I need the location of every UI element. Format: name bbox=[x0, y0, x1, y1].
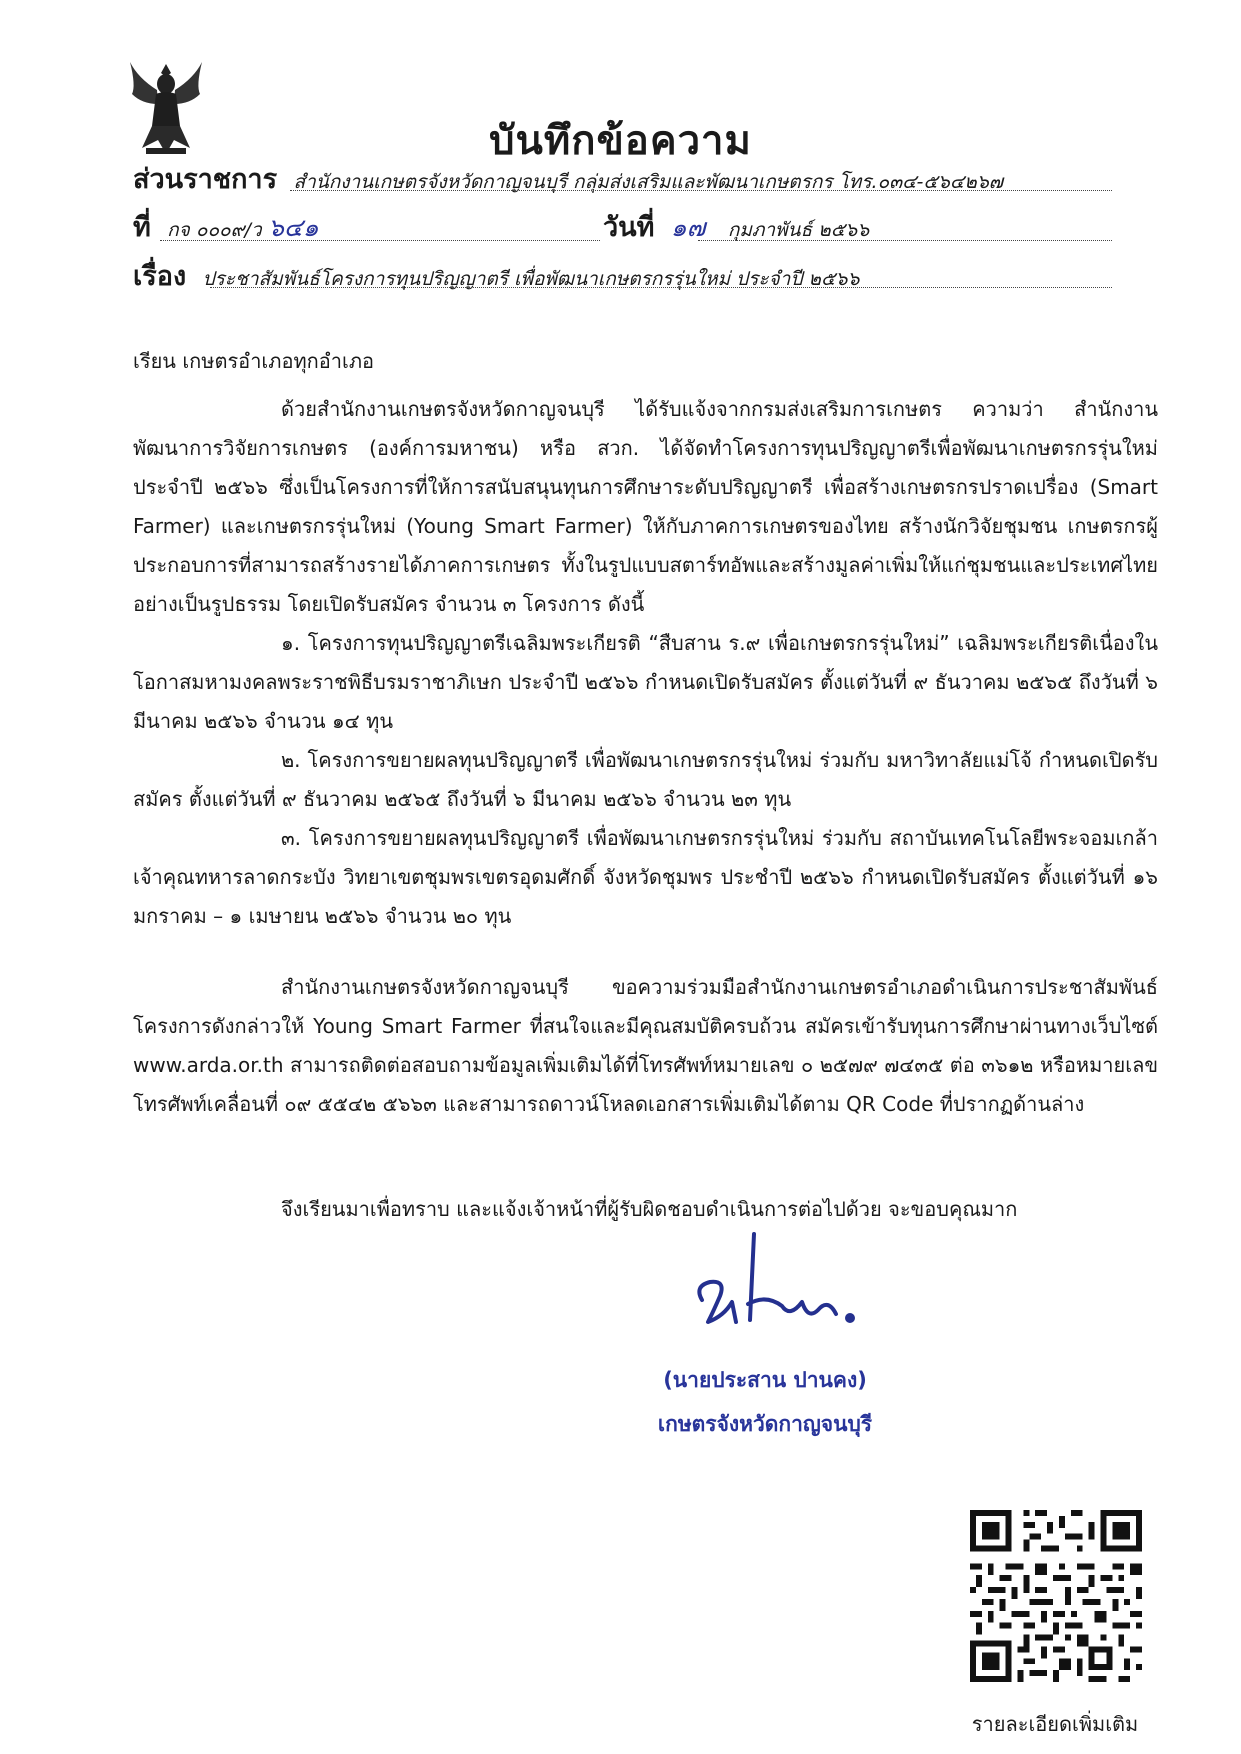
body-cooperation bbox=[133, 968, 1158, 1124]
addressee: เรียน เกษตรอำเภอทุกอำเภอ bbox=[133, 349, 375, 373]
number-row bbox=[133, 205, 319, 248]
agency-row bbox=[133, 157, 1003, 200]
subject-label: เรื่อง bbox=[133, 261, 187, 292]
project-item-3: ๓. โครงการขยายผลทุนปริญญาตรี เพื่อพัฒนาเกษตรกรรุ่นใหม่ ร่วมกับ สถาบันเทคโนโลยีพระจอมเกล้าเจ้าคุณทหารลาดกระบัง วิทยาเขตชุมพรเขตรอุดมศักดิ์ จังหวัดชุมพร ประชำปี ๒๕๖๖ กำหนดเปิดรับสมัคร ตั้งแต่วันที่ ๑๖ มกราคม – ๑ เมษายน ๒๕๖๖ จำนวน ๒๐ ทุน bbox=[133, 826, 1158, 928]
subject-row bbox=[133, 254, 859, 297]
number-value: กจ ๐๐๐๙/ว bbox=[167, 219, 262, 241]
qr-code-icon[interactable] bbox=[970, 1510, 1142, 1682]
project-item-1: ๑. โครงการทุนปริญญาตรีเฉลิมพระเกียรติ “สืบสาน ร.๙ เพื่อเกษตรกรรุ่นใหม่” เฉลิมพระเกียรติเนื่องในโอกาสมหามงคลพระราชพิธีบรมราชาภิเษก ประจำปี ๒๕๖๖ กำหนดเปิดรับสมัคร ตั้งแต่วันที่ ๙ ธันวาคม ๒๕๖๕ ถึงวันที่ ๖ มีนาคม ๒๕๖๖ จำนวน ๑๔ ทุน bbox=[133, 631, 1159, 733]
body-closing bbox=[133, 1190, 1158, 1229]
closing-paragraph: จึงเรียนมาเพื่อทราบ และแจ้งเจ้าหน้าที่ผู้รับผิดชอบดำเนินการต่อไปด้วย จะขอบคุณมาก bbox=[281, 1197, 1018, 1221]
number-label: ที่ bbox=[133, 212, 151, 243]
subject-dotted-line bbox=[210, 287, 1112, 288]
number-dotted-line bbox=[160, 240, 600, 241]
date-label: วันที่ bbox=[603, 212, 655, 243]
date-day-handwritten: ๑๗ bbox=[670, 213, 706, 242]
qr-caption: รายละเอียดเพิ่มเติม bbox=[971, 1712, 1139, 1736]
agency-dotted-line bbox=[290, 190, 1112, 191]
agency-label: ส่วนราชการ bbox=[133, 164, 278, 195]
handwritten-signature-icon bbox=[690, 1230, 890, 1340]
date-dotted-line bbox=[698, 240, 1112, 241]
number-handwritten: ๖๔๑ bbox=[267, 213, 319, 242]
signatory-position: เกษตรจังหวัดกาญจนบุรี bbox=[657, 1412, 873, 1436]
intro-paragraph: ด้วยสำนักงานเกษตรจังหวัดกาญจนบุรี ได้รับแจ้งจากกรมส่งเสริมการเกษตร ความว่า สำนักงานพัฒนาการวิจัยการเกษตร (องค์การมหาชน) หรือ สวก. ได้จัดทำโครงการทุนปริญญาตรีเพื่อพัฒนาเกษตรกรรุ่นใหม่ ประจำปี ๒๕๖๖ ซึ่งเป็นโครงการที่ให้การสนับสนุนทุนการศึกษาระดับปริญญาตรี เพื่อสร้างเกษตรกรปราดเปรื่อง (Smart Farmer) และเกษตรกรรุ่นใหม่ (Young Smart Farmer) ให้กับภาคการเกษตรของไทย สร้างนักวิจัยชุมชน เกษตรกรผู้ประกอบการที่สามารถสร้างรายได้ภาคการเกษตร ทั้งในรูปแบบสตาร์ทอัพและสร้างมูลค่าเพิ่มให้แก่ชุมชนและประเทศไทยอย่างเป็นรูปธรรม โดยเปิดรับสมัคร จำนวน ๓ โครงการ ดังนี้ bbox=[133, 397, 1158, 616]
project-item-2: ๒. โครงการขยายผลทุนปริญญาตรี เพื่อพัฒนาเกษตรกรรุ่นใหม่ ร่วมกับ มหาวิทาลัยแม่โจ้ กำหนดเปิดรับสมัคร ตั้งแต่วันที่ ๙ ธันวาคม ๒๕๖๕ ถึงวันที่ ๖ มีนาคม ๒๕๖๖ จำนวน ๒๓ ทุน bbox=[133, 748, 1158, 811]
cooperation-paragraph: สำนักงานเกษตรจังหวัดกาญจนบุรี ขอความร่วมมือสำนักงานเกษตรอำเภอดำเนินการประชาสัมพันธ์โครงการดังกล่าวให้ Young Smart Farmer ที่สนใจและมีคุณสมบัติครบถ้วน สมัครเข้ารับทุนการศึกษาผ่านทางเว็บไซต์ www.arda.or.th สามารถติดต่อสอบถามข้อมูลเพิ่มเติมได้ที่โทรศัพท์หมายเลข ๐ ๒๕๗๙ ๗๔๓๕ ต่อ ๓๖๑๒ หรือหมายเลขโทรศัพท์เคลื่อนที่ ๐๙ ๕๕๔๒ ๕๖๖๓ และสามารถดาวน์โหลดเอกสารเพิ่มเติมได้ตาม QR Code ที่ปรากฏด้านล่าง bbox=[133, 975, 1158, 1116]
body-main bbox=[133, 390, 1158, 936]
signatory-name: (นายประสาน ปานคง) bbox=[663, 1368, 867, 1392]
document-title: บันทึกข้อความ bbox=[489, 118, 752, 164]
agency-value: สำนักงานเกษตรจังหวัดกาญจนบุรี กลุ่มส่งเสริมและพัฒนาเกษตรกร โทร.๐๓๔-๕๖๔๒๖๗ bbox=[293, 171, 1004, 193]
subject-value: ประชาสัมพันธ์โครงการทุนปริญญาตรี เพื่อพัฒนาเกษตรกรรุ่นใหม่ ประจำปี ๒๕๖๖ bbox=[202, 268, 860, 290]
date-row bbox=[603, 205, 869, 248]
date-month-year: กุมภาพันธ์ ๒๕๖๖ bbox=[727, 219, 870, 241]
